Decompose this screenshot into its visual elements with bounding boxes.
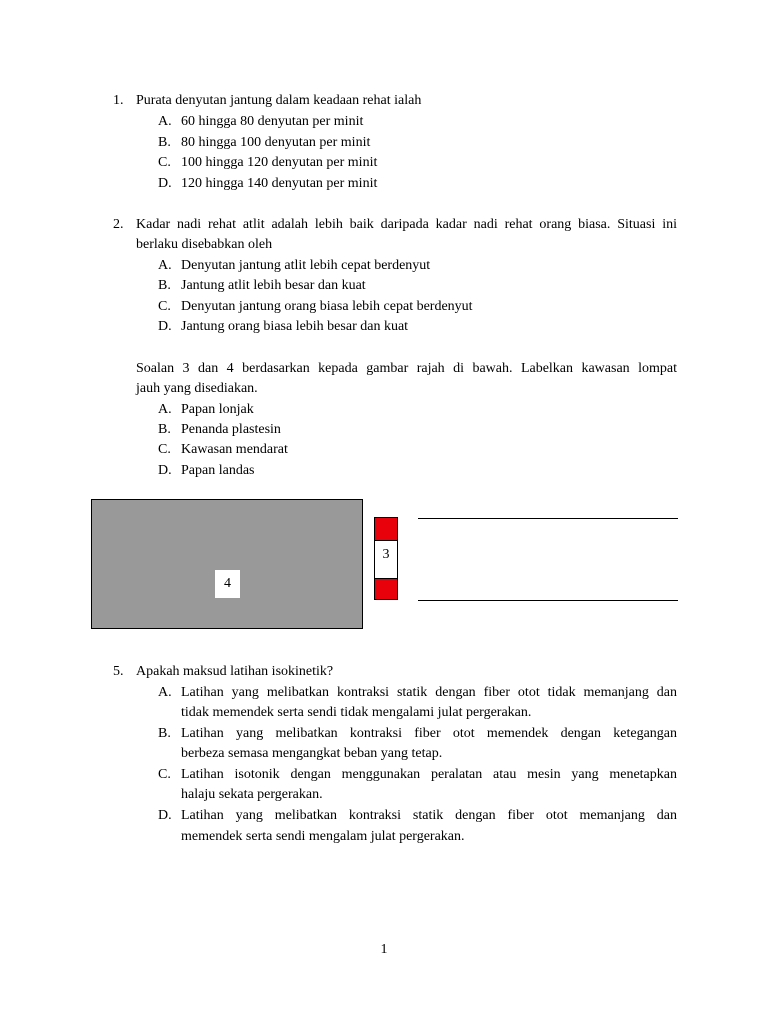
question-text-line-1: Kadar nadi rehat atlit adalah lebih baik daripada kadar nadi rehat orang biasa. Situasi ini <box>136 217 677 232</box>
option-letter: A. <box>158 258 172 273</box>
option-letter: A. <box>158 114 172 129</box>
option-letter: D. <box>158 463 172 478</box>
option-text: 80 hingga 100 denyutan per minit <box>181 135 371 150</box>
option-letter: D. <box>158 319 172 334</box>
option-text-line-2: memendek serta sendi mengalam julat pergerakan. <box>181 829 465 844</box>
option-text-line-2: berbeza semasa mengangkat beban yang tetap. <box>181 746 443 761</box>
option-text: Denyutan jantung orang biasa lebih cepat berdenyut <box>181 299 473 314</box>
board-red-top <box>375 518 397 541</box>
option-letter: C. <box>158 155 171 170</box>
question-number: 2. <box>113 217 124 232</box>
question-number: 1. <box>113 93 124 108</box>
page-number: 1 <box>380 942 388 957</box>
option-text: 100 hingga 120 denyutan per minit <box>181 155 378 170</box>
option-text-line-1: Latihan yang melibatkan kontraksi statik dengan fiber otot memanjang dan <box>181 808 677 823</box>
option-letter: A. <box>158 402 172 417</box>
takeoff-board-label: 3 <box>382 547 390 562</box>
option-text-line-1: Latihan yang melibatkan kontraksi statik dengan fiber otot tidak memanjang dan <box>181 685 677 700</box>
option-text-line-1: Latihan yang melibatkan kontraksi fiber otot memendek dengan ketegangan <box>181 726 677 741</box>
option-text-line-1: Latihan isotonik dengan menggunakan peralatan atau mesin yang menetapkan <box>181 767 677 782</box>
option-text: Kawasan mendarat <box>181 442 288 457</box>
answer-line-1[interactable] <box>418 518 678 519</box>
landing-area-label: 4 <box>215 570 240 598</box>
option-letter: C. <box>158 767 171 782</box>
option-text: Jantung atlit lebih besar dan kuat <box>181 278 366 293</box>
question-number: 5. <box>113 664 124 679</box>
option-letter: B. <box>158 726 171 741</box>
takeoff-board-diagram <box>374 517 398 600</box>
option-letter: B. <box>158 135 171 150</box>
question-text: Apakah maksud latihan isokinetik? <box>136 664 334 679</box>
board-red-bottom <box>375 578 397 599</box>
option-letter: B. <box>158 278 171 293</box>
option-text: Papan landas <box>181 463 255 478</box>
option-text: 60 hingga 80 denyutan per minit <box>181 114 364 129</box>
option-letter: D. <box>158 808 172 823</box>
option-text: Papan lonjak <box>181 402 254 417</box>
instruction-text-line-1: Soalan 3 dan 4 berdasarkan kepada gambar rajah di bawah. Labelkan kawasan lompat <box>136 361 677 376</box>
landing-area-diagram <box>91 499 363 629</box>
question-text-line-2: berlaku disebabkan oleh <box>136 237 273 252</box>
option-text-line-2: halaju sekata pergerakan. <box>181 787 323 802</box>
option-text: 120 hingga 140 denyutan per minit <box>181 176 378 191</box>
option-letter: C. <box>158 442 171 457</box>
option-text: Penanda plastesin <box>181 422 281 437</box>
option-letter: C. <box>158 299 171 314</box>
option-text: Jantung orang biasa lebih besar dan kuat <box>181 319 409 334</box>
option-letter: D. <box>158 176 172 191</box>
instruction-text-line-2: jauh yang disediakan. <box>136 381 258 396</box>
option-text: Denyutan jantung atlit lebih cepat berdenyut <box>181 258 431 273</box>
option-text-line-2: tidak memendek serta sendi tidak mengalami julat pergerakan. <box>181 705 532 720</box>
question-text: Purata denyutan jantung dalam keadaan rehat ialah <box>136 93 422 108</box>
option-letter: B. <box>158 422 171 437</box>
option-letter: A. <box>158 685 172 700</box>
answer-line-2[interactable] <box>418 600 678 601</box>
